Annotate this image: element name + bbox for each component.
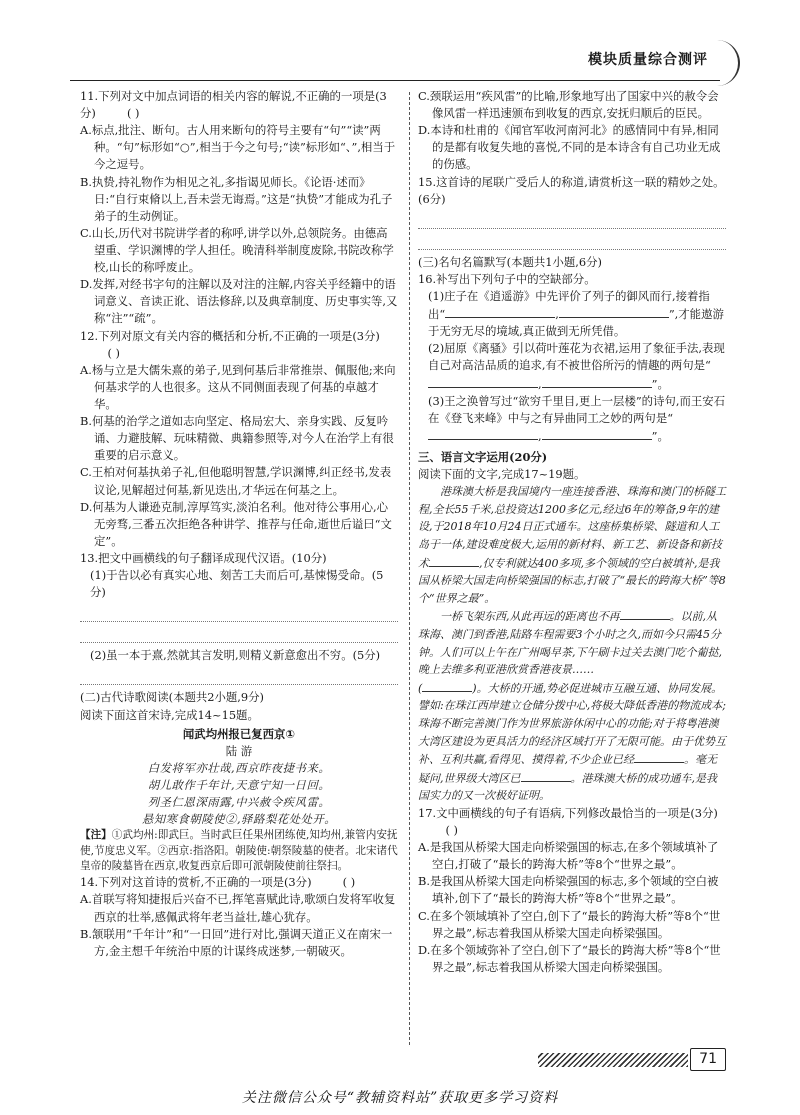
fill-blank[interactable] [620,607,670,620]
question-13 [80,550,398,685]
passage-text: )。大桥的开通,势必促进城市互融互通、协同发展。譬如:在珠江西岸建立仓储分拨中心,将极大降低香港的物流成本;珠海不断完善澳门作为世界旅游休闲中心的功能;对于将粤港澳大湾区建设为更具活力的经济区域打开了无限可能。由于优势互补、互利共赢,看得见、摸得着,不少企业已经 [418,681,726,767]
fill-blank[interactable] [428,427,538,440]
sentence-text: (3)王之涣曾写过“欲穷千里目,更上一层楼”的诗句,而王安石在《登飞来峰》中与之有异曲同工之妙的两句是“ [428,393,726,425]
hatch-decoration [538,1053,688,1067]
note-text: ①武均州:即武巨。当时武巨任果州团练使,知均州,兼管内安抚使,节度忠义军。②西京:指洛阳。朝陵使:朝祭陵墓的使者。北宋诸代皇帝的陵墓皆在西京,收复西京后即可派朝陵使前往祭扫。 [80,829,398,872]
passage-text: 。毫无疑问,世界级大湾区已 [418,753,717,785]
answer-paren: ( ) [342,875,356,890]
section-title: (三)名句名篇默写(本题共1小题,6分) [418,254,602,269]
right-column [418,88,726,976]
sentence-text: (1)庄子在《逍遥游》中先评价了列子的御风而行,接着指出“ [428,288,710,322]
option-a: A.杨与立是大儒朱熹的弟子,见到何基后非常推崇、佩服他;来向何基求学的人也很多。这从不同侧面表现了何基的卓越才华。 [80,362,396,411]
answer-paren: ( ) [126,106,140,121]
option-a: A.是我国从桥梁大国走向桥梁强国的标志,在多个领域填补了空白,打破了“最长的跨海大桥”等8个“世界之最”。 [418,840,719,872]
question-16 [418,271,726,445]
section-intro: 阅读下面的文字,完成17~19题。 [418,467,586,482]
note-label: 【注】 [80,829,112,842]
option-c: C.王柏对何基执弟子礼,但他聪明智慧,学识渊博,纠正经书,发表议论,见解超过何基,新见迭出,才华远在何基之上。 [80,465,392,497]
poem-note [80,828,398,874]
fill-blank[interactable] [429,554,479,567]
option-b: B.是我国从桥梁大国走向桥梁强国的标志,多个领域的空白被填补,创下了“最长的跨海大桥”等8个“世界之最”。 [418,874,719,906]
poem-author: 陆 游 [225,743,253,758]
left-column [80,88,398,960]
column-divider [409,92,410,1045]
option-c: C.颈联运用“疾风雷”的比喻,形象地写出了国家中兴的赦令会像风雷一样迅速颁布到收复的西京,安抚归顺后的臣民。 [418,89,719,121]
question-stem: 13.把文中画横线的句子翻译成现代汉语。(10分) [80,550,327,565]
option-b: B.颔联用“千年计”和“一日回”进行对比,强调天道正义在南宋一方,金主想千年统治中原的计谋终成迷梦,一朝破灭。 [80,926,393,958]
option-b: B.何基的治学之道如志向坚定、格局宏大、亲身实践、反复吟诵、力避肢解、玩味精微、典籍参照等,对今人在治学上有很重要的启示意义。 [80,414,394,463]
comma: , [538,428,542,443]
answer-paren: ( ) [107,345,120,360]
question-stem: 12.下列对原文有关内容的概括和分析,不正确的一项是(3分) [80,328,380,343]
sentence-1: (1)于告以必有真实心地、刻苦工夫而后可,基悚惕受命。(5分) [90,568,384,600]
answer-line[interactable] [418,214,726,229]
passage-paragraph [418,679,726,805]
answer-line[interactable] [80,670,398,685]
page-number-box [538,1048,726,1071]
fill-blank[interactable] [445,305,555,318]
option-c: C.在多个领域填补了空白,创下了“最长的跨海大桥”等8个“世界之最”,标志着我国从桥梁大国走向桥梁强国。 [418,908,721,940]
fill-blank[interactable] [634,750,684,763]
passage-paragraph [418,607,726,678]
question-14 [80,874,398,960]
option-d: D.本诗和杜甫的《闻官军收河南河北》的感情同中有异,相同的是都有收复失地的喜悦,不同的是本诗含有自己功业无成的伤感。 [418,123,721,172]
sentence-text: ”。 [651,376,669,391]
language-section [418,449,726,805]
footer-note: 关注微信公众号“教辅资料站”获取更多学习资料 [241,1090,559,1106]
answer-line[interactable] [418,235,726,250]
fill-blank[interactable] [428,375,538,388]
poem-title: 闻武均州报已复西京① [182,726,296,741]
fill-blank[interactable] [542,427,652,440]
poetry-section [80,689,398,874]
passage-text: ( [418,681,423,695]
fill-blank[interactable] [422,679,472,692]
question-stem: 15.这首诗的尾联广受后人的称道,请赏析这一联的精妙之处。(6分) [418,174,725,206]
sentence-text: ”。 [651,428,669,443]
passage-text: 一桥飞架东西,从此再远的距离也不再 [440,610,620,624]
option-a: A.首联写将知捷报后兴奋不已,挥笔喜赋此诗,歌颂白发将军收复西京的壮举,感佩武将年老当益壮,雄心犹存。 [80,892,396,924]
option-b: B.执贽,持礼物作为相见之礼,多指谒见师长。《论语·述而》日:“自行束脩以上,吾未尝无诲焉。”这是“执贽”才能成为孔子弟子的生动例证。 [80,174,393,223]
option-a: A.标点,批注、断句。古人用来断句的符号主要有“句”“读”两种。“句”标形如“○”,相当于今之句号;“读”标形如“、”,相当于今之逗号。 [80,123,396,172]
section-title: 三、语言文字运用(20分) [418,449,548,464]
question-14-cont [418,88,726,174]
module-title: 模块质量综合测评 [588,52,708,68]
section-title: (二)古代诗歌阅读(本题共2小题,9分) [80,690,264,705]
recitation-section [418,254,726,271]
passage-paragraph [418,483,726,607]
fill-blank[interactable] [559,305,669,318]
answer-line[interactable] [80,607,398,622]
question-17 [418,805,726,976]
sentence-text: ”,才能遨游于无穷无尽的境域,真正做到无所凭借。 [428,307,724,339]
question-stem: 16.补写出下列句子中的空缺部分。 [418,271,596,286]
option-c: C.山长,历代对书院讲学者的称呼,讲学以外,总领院务。由德高望重、学识渊博的学人担任。晚清科举制度废除,书院改称学校,山长的称呼废止。 [80,225,394,275]
sentence-text: (2)屈原《离骚》引以荷叶莲花为衣裙,运用了象征手法,表现自己对高洁品质的追求,有不被世俗所污的情趣的两句是“ [428,341,725,373]
sentence-2: (2)虽一本于熹,然就其言发明,则精义新意愈出不穷。(5分) [90,648,381,663]
passage-text: 。以前,从珠海、澳门到香港,陆路车程需要3个小时之久,而如今只需45分钟。人们可以上午在广州喝早茶,下午刷卡过关去澳门吃个葡挞,晚上去维多利亚港欣赏香港夜景…… [418,610,722,677]
comma: , [538,376,542,391]
section-intro: 阅读下面这首宋诗,完成14~15题。 [80,707,259,722]
option-d: D.何基为人谦逊克制,淳厚笃实,淡泊名利。他对待公事用心,心无旁骛,三番五次拒绝各种讲学、推荐与任命,逝世后谥曰“文定”。 [80,499,392,548]
header-divider [70,80,720,81]
page-number: 71 [690,1048,726,1071]
passage-text: ,仅专利就达400多项,多个领域的空白被填补,是我国从桥梁大国走向桥梁强国的标志,打破了“最长的跨海大桥”等8个“世界之最”。 [418,556,726,605]
poem-line: 列圣仁恩深雨露,中兴赦令疾风雷。 [147,795,331,810]
question-15 [418,174,726,250]
answer-line[interactable] [80,628,398,643]
poem-line: 白发将军亦壮哉,西京昨夜捷书来。 [147,760,331,775]
option-d: D.在多个领域弥补了空白,创下了“最长的跨海大桥”等8个“世界之最”,标志着我国从桥梁大国走向桥梁强国。 [418,942,721,974]
passage-text: 港珠澳大桥是我国境内一座连接香港、珠海和澳门的桥隧工程,全长55千米,总投资达1200多亿元,经过6年的筹备,9年的建设,于2018年10月24日正式通车。这座桥集桥梁、隧道和人工岛于一体,建设难度极大,运用的新材料、新工艺、新设备和新技术 [418,485,726,570]
question-stem: 17.文中画横线的句子有语病,下列修改最恰当的一项是(3分) [418,805,718,820]
comma: , [555,307,559,322]
fill-blank[interactable] [542,375,652,388]
question-stem: 14.下列对这首诗的赏析,不正确的一项是(3分) [80,875,312,890]
fill-blank[interactable] [521,769,571,782]
option-d: D.发挥,对经书字句的注解以及对注的注解,内容关乎经籍中的语词意义、音读正讹、语法修辞,以及典章制度、历史事实等,又称“注”“疏”。 [80,277,398,326]
question-stem: 11.下列对文中加点词语的相关内容的解说,不正确的一项是(3分) [80,89,387,121]
question-12 [80,328,398,550]
question-11 [80,88,398,328]
poem-line: 悬知寒食朝陵使②,驿路梨花处处开。 [141,812,337,827]
answer-paren: ( ) [445,822,458,837]
passage-text: 。港珠澳大桥的成功通车,是我国实力的又一次极好证明。 [418,771,717,803]
poem-line: 胡儿敢作千年计,天意宁知一日回。 [147,777,331,792]
